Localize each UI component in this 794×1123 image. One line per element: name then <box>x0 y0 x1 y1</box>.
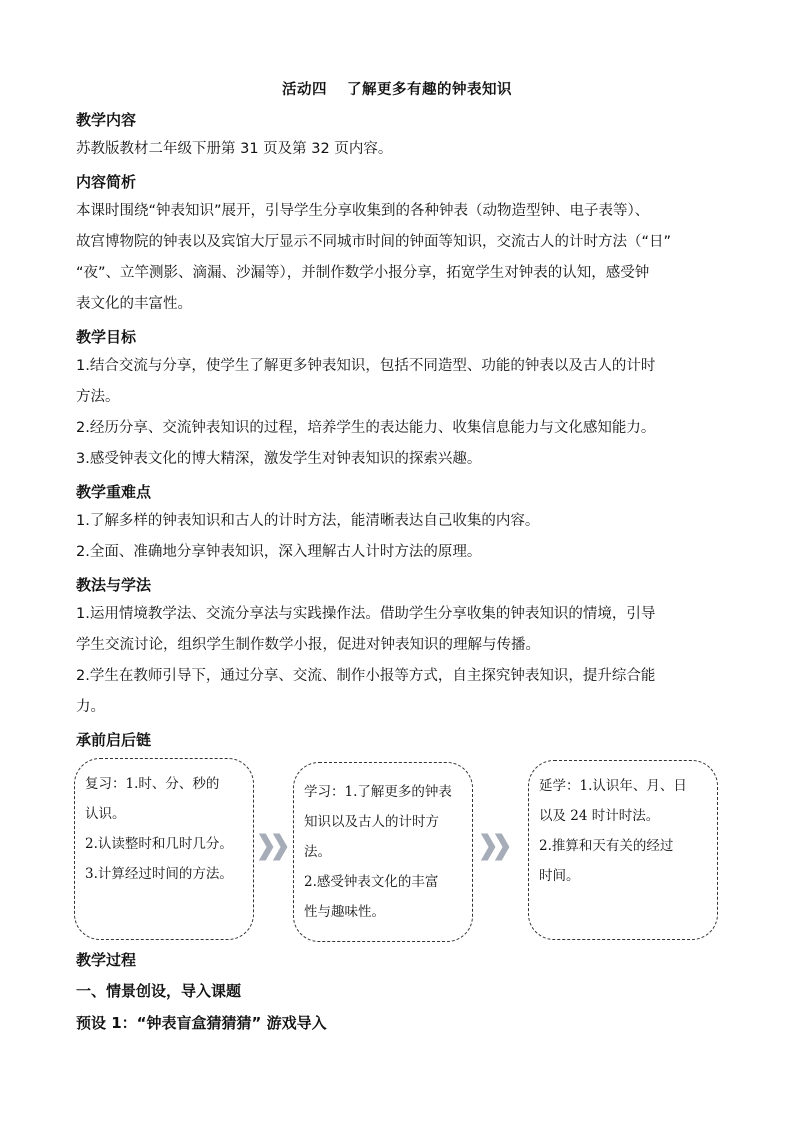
review-line: 认识。 <box>85 806 126 822</box>
goal-line: 3.感受钟表文化的博大精深，激发学生对钟表知识的探索兴趣。 <box>76 451 482 467</box>
review-box <box>74 758 254 940</box>
learn-line: 性与趣味性。 <box>304 904 385 920</box>
extend-line: 2.推算和天有关的经过 <box>539 838 674 854</box>
process-preset-1: 预设 1：“钟表盲盒猜猜猜” 游戏导入 <box>76 1014 327 1032</box>
learn-line: 2.感受钟表文化的丰富 <box>304 874 439 890</box>
heading-connection: 承前启后链 <box>76 731 152 749</box>
heading-summary: 内容简析 <box>76 173 137 191</box>
goal-line: 方法。 <box>76 389 120 405</box>
goals-text <box>76 351 726 475</box>
extend-line: 时间。 <box>539 868 580 884</box>
summary-line: 表文化的丰富性。 <box>76 296 192 312</box>
summary-line: “夜”、立竿测影、滴漏、沙漏等），并制作数学小报分享，拓宽学生对钟表的认知，感受钟 <box>76 265 650 281</box>
summary-text <box>76 196 726 320</box>
method-line: 学生交流讨论，组织学生制作数学小报，促进对钟表知识的理解与传播。 <box>76 637 540 653</box>
methods-text <box>76 599 726 723</box>
goal-line: 1.结合交流与分享，使学生了解更多钟表知识，包括不同造型、功能的钟表以及古人的计时 <box>76 358 656 374</box>
page-title <box>0 78 794 99</box>
summary-line: 故宫博物院的钟表以及宾馆大厅显示不同城市时间的钟面等知识，交流古人的计时方法（“日” <box>76 234 672 250</box>
review-line: 2.认读整时和几时几分。 <box>85 836 233 852</box>
extend-line: 以及 24 时计时法。 <box>539 808 660 824</box>
key-point-line: 1.了解多样的钟表知识和古人的计时方法，能清晰表达自己收集的内容。 <box>76 513 540 529</box>
heading-content: 教学内容 <box>76 111 137 129</box>
extend-box <box>528 760 718 940</box>
learn-line: 学习：1.了解更多的钟表 <box>304 784 452 800</box>
method-line: 2.学生在教师引导下，通过分享、交流、制作小报等方式，自主探究钟表知识，提升综合能 <box>76 668 656 684</box>
learn-line: 法。 <box>304 844 331 860</box>
method-line: 1.运用情境教学法、交流分享法与实践操作法。借助学生分享收集的钟表知识的情境，引导 <box>76 606 656 622</box>
heading-goals: 教学目标 <box>76 328 137 346</box>
goal-line: 2.经历分享、交流钟表知识的过程，培养学生的表达能力、收集信息能力与文化感知能力。 <box>76 420 656 436</box>
double-chevron-right-icon <box>256 831 292 863</box>
heading-key-points: 教学重难点 <box>76 483 152 501</box>
title-topic: 了解更多有趣的钟表知识 <box>347 82 512 98</box>
learn-box <box>293 762 473 942</box>
learn-line: 知识以及古人的计时方 <box>304 814 439 830</box>
heading-methods: 教法与学法 <box>76 576 152 594</box>
content-text: 苏教版教材二年级下册第 31 页及第 32 页内容。 <box>76 141 393 157</box>
review-line: 3.计算经过时间的方法。 <box>85 866 233 882</box>
review-line: 复习：1.时、分、秒的 <box>85 776 220 792</box>
extend-line: 延学：1.认识年、月、日 <box>539 778 687 794</box>
double-chevron-right-icon <box>478 831 514 863</box>
summary-line: 本课时围绕“钟表知识”展开，引导学生分享收集到的各种钟表（动物造型钟、电子表等）、 <box>76 203 650 219</box>
key-point-line: 2.全面、准确地分享钟表知识，深入理解古人计时方法的原理。 <box>76 544 482 560</box>
key-points-text <box>76 506 726 568</box>
title-activity: 活动四 <box>282 82 327 98</box>
heading-process: 教学过程 <box>76 951 137 969</box>
process-step-1: 一、情景创设，导入课题 <box>76 982 242 1000</box>
method-line: 力。 <box>76 699 105 715</box>
